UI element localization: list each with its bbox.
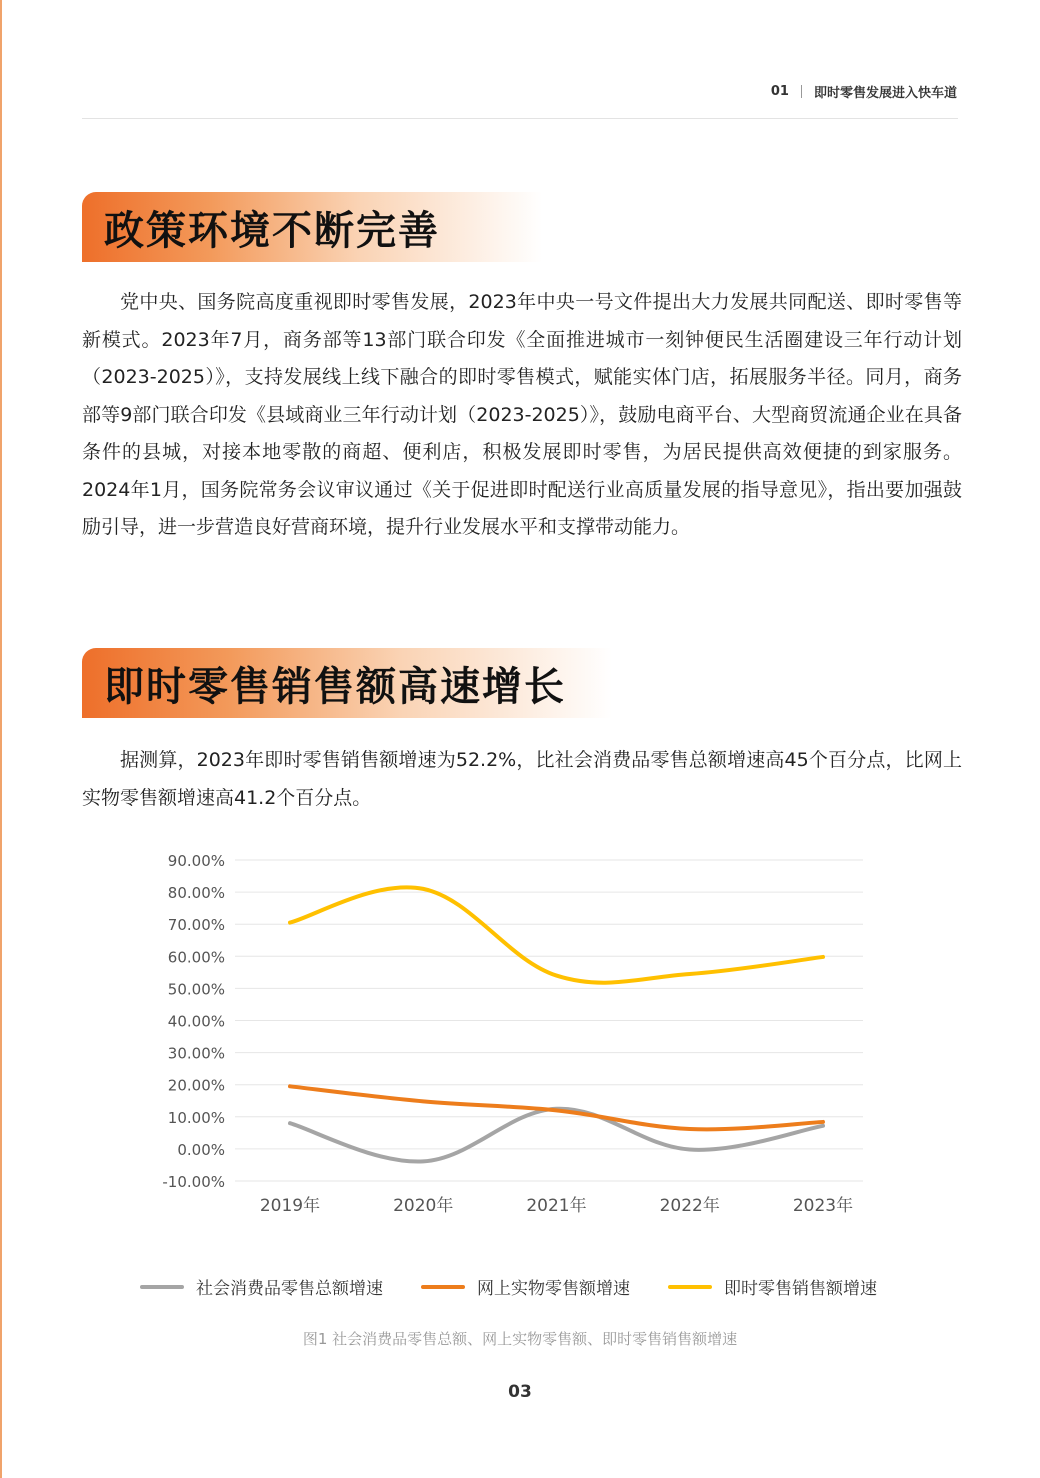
- y-tick-label: 20.00%: [167, 1076, 225, 1095]
- legend-item-3: [668, 1274, 877, 1299]
- y-tick-label: 50.00%: [167, 980, 225, 999]
- header-rule: [82, 118, 958, 119]
- legend-swatch: [140, 1285, 184, 1289]
- legend-swatch: [668, 1285, 712, 1289]
- y-tick-label: 40.00%: [167, 1012, 225, 1031]
- x-tick-label: 2020年: [393, 1196, 454, 1216]
- section-title-policy: 政策环境不断完善: [82, 192, 542, 262]
- legend-label: 网上实物零售额增速: [477, 1279, 630, 1299]
- growth-line-chart: [130, 840, 890, 1240]
- y-tick-label: 30.00%: [167, 1044, 225, 1063]
- y-tick-label: 60.00%: [167, 948, 225, 967]
- y-tick-label: 70.00%: [167, 916, 225, 935]
- figure-caption: 图1 社会消费品零售总额、网上实物零售额、即时零售销售额增速: [302, 1330, 738, 1348]
- y-tick-label: 10.00%: [167, 1108, 225, 1127]
- header-divider: [801, 85, 802, 98]
- x-tick-label: 2022年: [659, 1196, 720, 1216]
- page-edge-accent: [0, 0, 2, 1478]
- chapter-number: 01: [770, 84, 789, 99]
- y-tick-label: 80.00%: [167, 884, 225, 903]
- legend-item-2: [421, 1274, 630, 1299]
- legend-item-1: [140, 1274, 383, 1299]
- y-tick-label: 90.00%: [167, 852, 225, 870]
- legend-swatch: [421, 1285, 465, 1289]
- section-title-sales: 即时零售销售额高速增长: [82, 648, 612, 718]
- legend-label: 即时零售销售额增速: [724, 1279, 877, 1299]
- chart-legend: [140, 1274, 915, 1299]
- y-tick-label: -10.00%: [162, 1173, 225, 1191]
- running-header: [771, 82, 957, 101]
- y-tick-label: 0.00%: [177, 1140, 225, 1159]
- x-tick-label: 2019年: [259, 1196, 321, 1216]
- paragraph-sales: 据测算，2023年即时零售销售额增速为52.2%，比社会消费品零售总额增速高45个百分点，比网上实物零售额增速高41.2个百分点。: [82, 749, 962, 809]
- page-number: 03: [508, 1382, 532, 1402]
- x-tick-label: 2021年: [526, 1196, 587, 1216]
- series-line-3: [290, 887, 823, 982]
- paragraph-policy: 党中央、国务院高度重视即时零售发展，2023年中央一号文件提出大力发展共同配送、即时零售等新模式。2023年7月，商务部等13部门联合印发《全面推进城市一刻钟便民生活圈建设三年行动计划（2023-2025）》，支持发展线上线下融合的即时零售模式，赋能实体门店，拓展服务半径。同月，商务部等9部门联合印发《县域商业三年行动计划（2023-2025）》，鼓励电商平台、大型商贸流通企业在具备条件的县城，对接本地零散的商超、便利店，积极发展即时零售，为居民提供高效便捷的到家服务。2024年1月，国务院常务会议审议通过《关于促进即时配送行业高质量发展的指导意见》，指出要加强鼓励引导，进一步营造良好营商环境，提升行业发展水平和支撑带动能力。: [82, 291, 962, 538]
- legend-label: 社会消费品零售总额增速: [196, 1279, 383, 1299]
- chapter-title: 即时零售发展进入快车道: [813, 86, 957, 101]
- x-tick-label: 2023年: [792, 1196, 854, 1216]
